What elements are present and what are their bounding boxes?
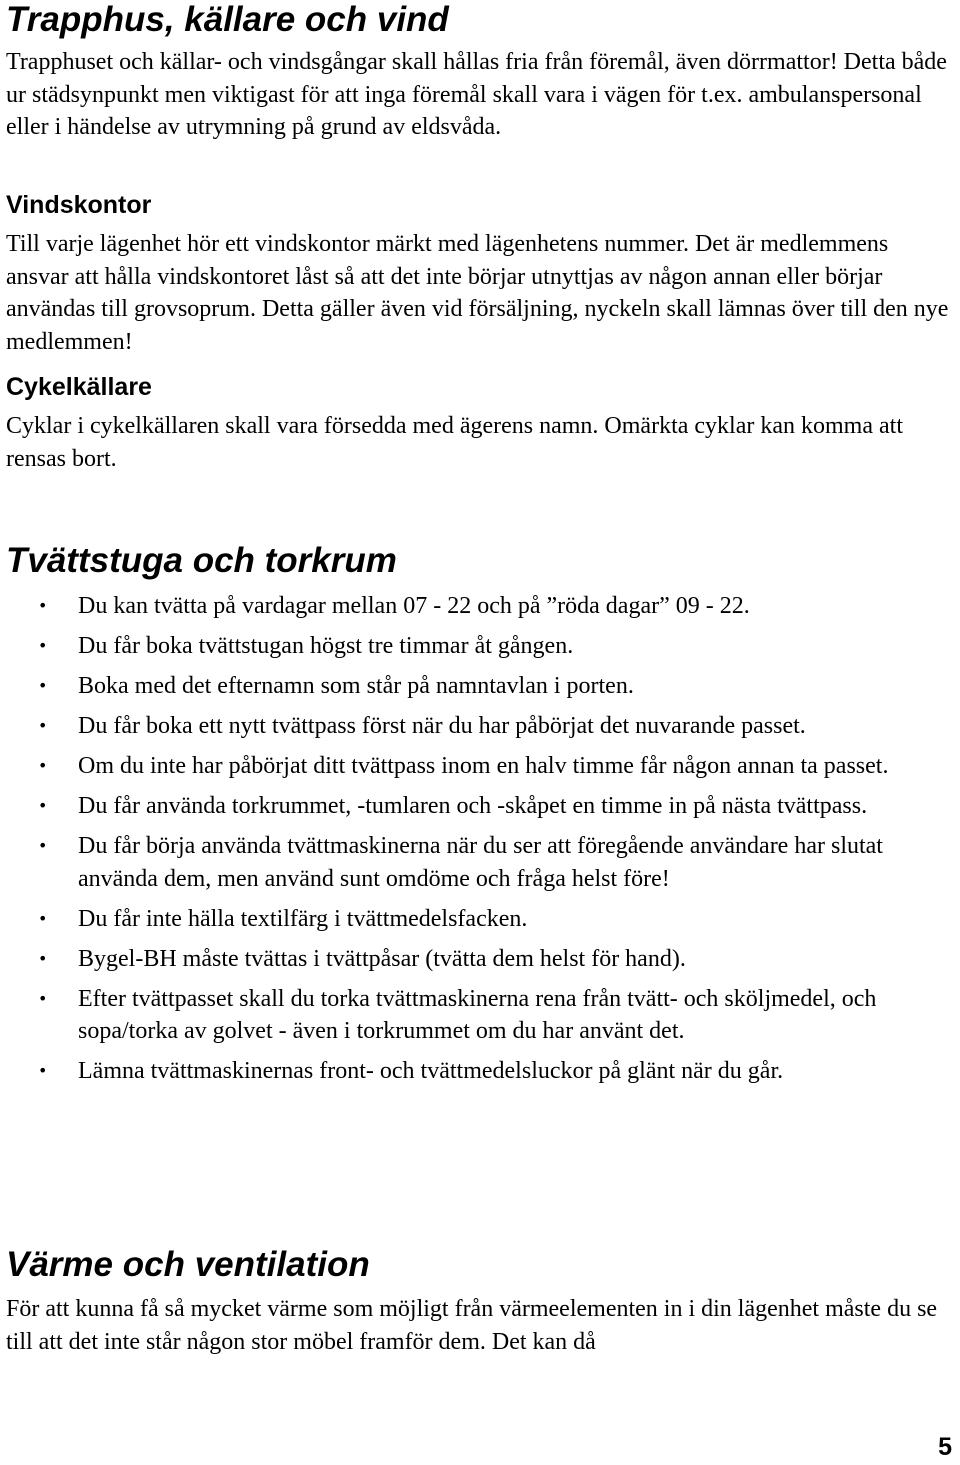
bullet-icon: •: [38, 1061, 48, 1080]
heading-tvattstuga: Tvättstuga och torkrum: [6, 541, 397, 580]
heading-vindskontor: Vindskontor: [6, 191, 152, 219]
list-item: [6, 790, 960, 823]
bullet-icon: •: [38, 988, 48, 1008]
bullet-icon: •: [38, 836, 48, 855]
paragraph-trapphus: Trapphuset och källar- och vindsgångar skall hållas fria från föremål, även dörrmattor! Detta både ur städsynpunkt men viktigast för att inga föremål skall vara i vägen för t.ex. ambulanspersonal eller i händelse av utrymning på grund av eldsvåda.: [6, 49, 947, 140]
list-item-text: Efter tvättpasset skall du torka tvättmaskinerna rena från tvätt- och sköljmedel, och sopa/torka av golvet - även i torkrummet om du har använt det.: [78, 985, 877, 1044]
page-number: 5: [938, 1433, 952, 1461]
list-item: [6, 983, 960, 1048]
bullet-icon: •: [38, 716, 48, 735]
list-item-text: Om du inte har påbörjat ditt tvättpass inom en halv timme får någon annan ta passet.: [78, 753, 889, 779]
list-item: [6, 670, 960, 703]
bullet-icon: •: [38, 636, 48, 655]
list-item-text: Lämna tvättmaskinernas front- och tvättmedelsluckor på glänt när du går.: [78, 1058, 784, 1084]
list-item-text: Du kan tvätta på vardagar mellan 07 - 22 och på ”röda dagar” 09 - 22.: [78, 593, 750, 619]
list-item: [6, 1055, 960, 1088]
list-item: [6, 710, 960, 743]
paragraph-vindskontor: Till varje lägenhet hör ett vindskontor märkt med lägenhetens nummer. Det är medlemmens ansvar att hålla vindskontoret låst så att det inte börjar utnyttjas av någon annan eller börjar användas till grovsoprum. Detta gäller även vid försäljning, nyckeln skall lämnas över till den nye medlemmen!: [6, 231, 949, 355]
heading-cykelkallare: Cykelkällare: [6, 373, 152, 401]
list-item: [6, 943, 960, 976]
heading-trapphus: Trapphus, källare och vind: [6, 0, 449, 39]
list-item-text: Du får inte hälla textilfärg i tvättmedelsfacken.: [78, 905, 528, 932]
list-item-text: Bygel-BH måste tvättas i tvättpåsar (tvätta dem helst för hand).: [78, 945, 686, 972]
paragraph-cykelkallare: Cyklar i cykelkällaren skall vara försedda med ägerens namn. Omärkta cyklar kan komma att rensas bort.: [6, 413, 903, 472]
list-item: [6, 830, 960, 895]
list-item: [6, 630, 960, 663]
list-item: [6, 903, 960, 936]
list-item-text: Du får boka tvättstugan högst tre timmar åt gången.: [78, 633, 574, 659]
tvattstuga-rules-list: [6, 590, 960, 1095]
list-item: [6, 590, 960, 623]
list-item-text: Du får boka ett nytt tvättpass först när du har påbörjat det nuvarande passet.: [78, 713, 806, 739]
bullet-icon: •: [38, 756, 48, 775]
paragraph-varme: För att kunna få så mycket värme som möjligt från värmeelementen in i din lägenhet måste du se till att det inte står någon stor möbel framför dem. Det kan då: [6, 1296, 938, 1355]
bullet-icon: •: [38, 676, 48, 695]
list-item-text: Du får använda torkrummet, -tumlaren och -skåpet en timme in på nästa tvättpass.: [78, 793, 868, 819]
list-item-text: Du får börja använda tvättmaskinerna när du ser att föregående användare har slutat använda dem, men använd sunt omdöme och fråga helst före!: [78, 833, 883, 892]
bullet-icon: •: [38, 948, 48, 968]
bullet-icon: •: [38, 796, 48, 815]
heading-varme: Värme och ventilation: [6, 1245, 370, 1284]
list-item-text: Boka med det efternamn som står på namntavlan i porten.: [78, 673, 634, 699]
bullet-icon: •: [38, 908, 48, 928]
list-item: [6, 750, 960, 783]
bullet-icon: •: [38, 596, 48, 615]
